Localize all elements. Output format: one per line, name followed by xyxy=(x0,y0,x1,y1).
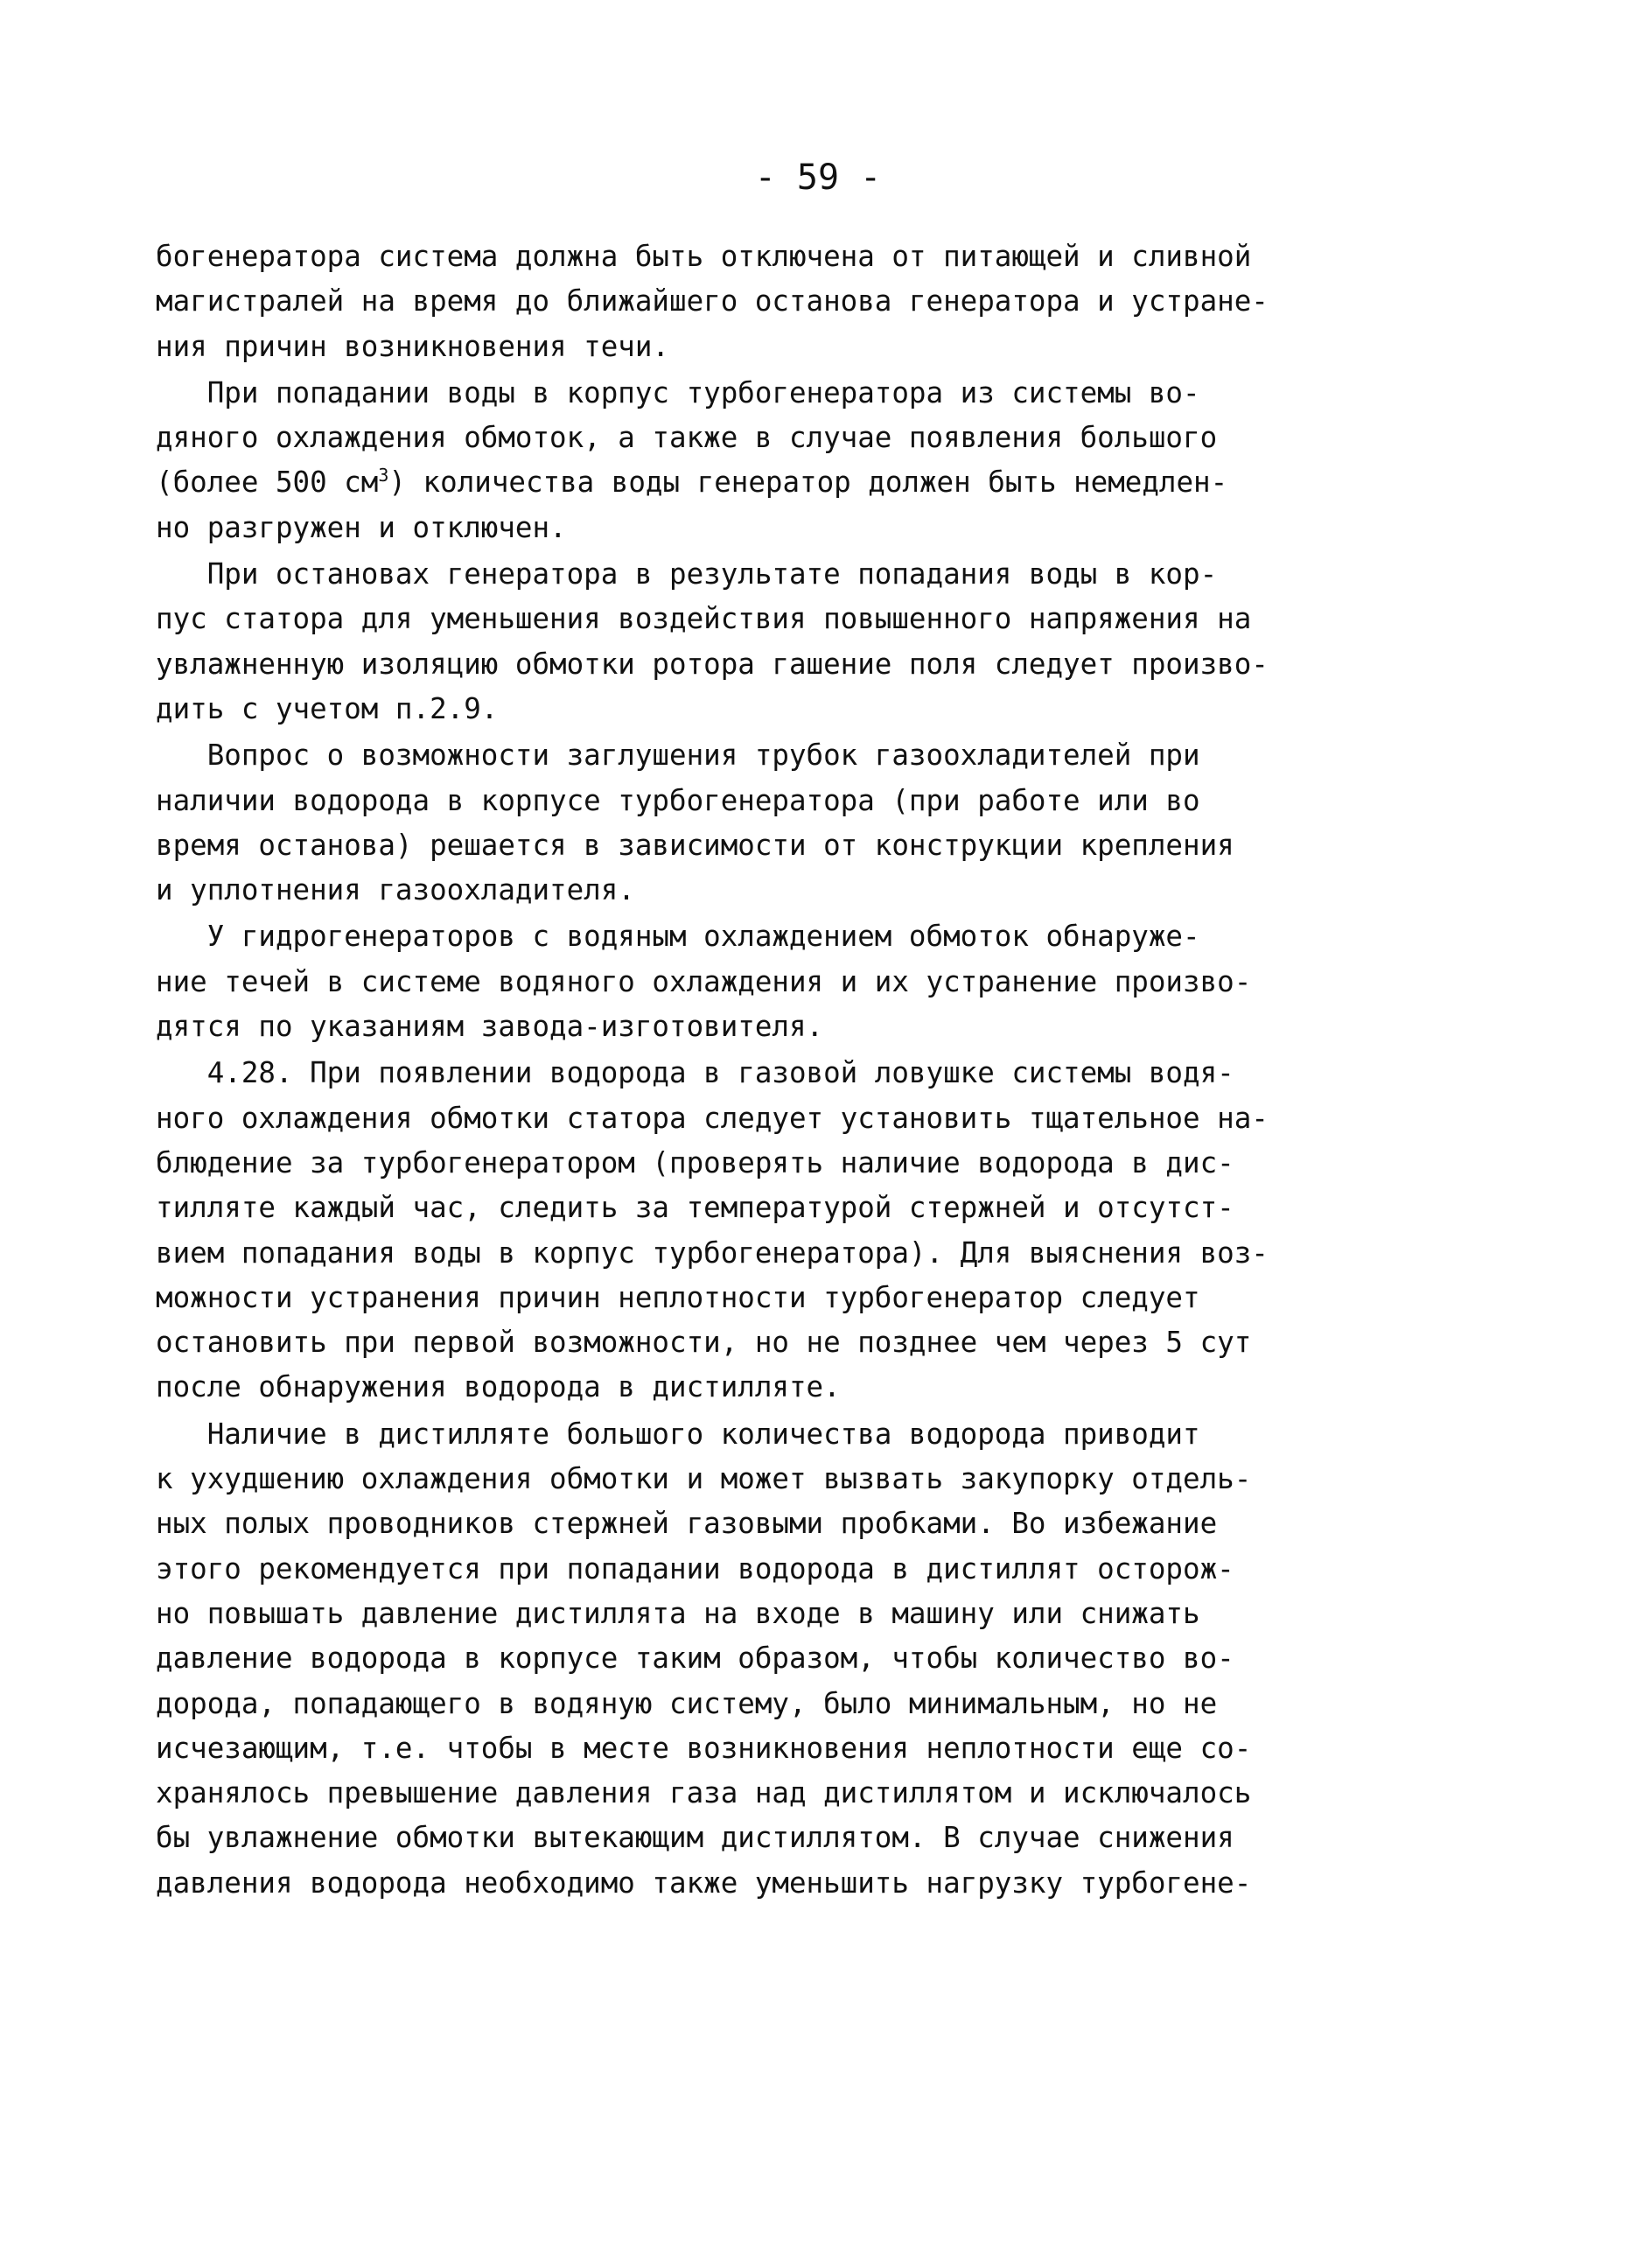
text-line: остановить при первой возможности, но не позднее чем через 5 сут xyxy=(156,1326,1252,1360)
paragraph-rotor-field xyxy=(156,552,1363,732)
text-line: давление водорода в корпусе таким образом, чтобы количество во- xyxy=(156,1642,1234,1676)
text-segment: ) количества воды генератор должен быть немедлен- xyxy=(388,466,1228,500)
text-line: При остановах генератора в результате попадания воды в кор- xyxy=(156,557,1218,592)
text-line: пус статора для уменьшения воздействия повышенного напряжения на xyxy=(156,602,1252,636)
text-line: хранялось превышение давления газа над дистиллятом и исключалось xyxy=(156,1776,1252,1810)
text-segment: (более 500 см xyxy=(156,466,379,500)
text-line: но разгружен и отключен. xyxy=(156,510,567,544)
text-line: после обнаружения водорода в дистилляте. xyxy=(156,1370,841,1404)
document-body xyxy=(156,234,1363,1906)
text-line: При попадании воды в корпус турбогенератора из системы во- xyxy=(156,375,1200,410)
text-line: тилляте каждый час, следить за температурой стержней и отсутст- xyxy=(156,1191,1234,1225)
text-line: дорода, попадающего в водяную систему, было минимальным, но не xyxy=(156,1686,1218,1720)
text-line: ние течей в системе водяного охлаждения и их устранение произво- xyxy=(156,964,1252,998)
paragraph-gas-coolers xyxy=(156,733,1363,913)
text-line: и уплотнения газоохладителя. xyxy=(156,873,635,907)
text-line: но повышать давление дистиллята на входе в машину или снижать xyxy=(156,1596,1200,1630)
text-line: этого рекомендуется при попадании водорода в дистиллят осторож- xyxy=(156,1551,1234,1586)
text-line: ного охлаждения обмотки статора следует установить тщательное на- xyxy=(156,1101,1269,1135)
text-line: магистралей на время до ближайшего останова генератора и устране- xyxy=(156,284,1269,318)
text-line: дяного охлаждения обмоток, а также в случае появления большого xyxy=(156,421,1218,455)
text-line: исчезающим, т.е. чтобы в месте возникновения неплотности еще со- xyxy=(156,1731,1252,1765)
text-line: давления водорода необходимо также уменьшить нагрузку турбогене- xyxy=(156,1866,1252,1900)
text-line: можности устранения причин неплотности турбогенератор следует xyxy=(156,1280,1200,1314)
text-line: ных полых проводников стержней газовыми пробками. Во избежание xyxy=(156,1507,1218,1541)
text-line: дить с учетом п.2.9. xyxy=(156,691,499,725)
text-line: время останова) решается в зависимости от конструкции крепления xyxy=(156,828,1234,862)
superscript: 3 xyxy=(378,465,389,486)
paragraph-hydrogenerators xyxy=(156,914,1363,1049)
text-line: Наличие в дистилляте большого количества водорода приводит xyxy=(156,1417,1200,1451)
paragraph-water-ingress xyxy=(156,371,1363,550)
page-number: - 59 - xyxy=(754,158,882,198)
text-line: Вопрос о возможности заглушения трубок газоохладителей при xyxy=(156,738,1200,773)
text-line: увлажненную изоляцию обмотки ротора гашение поля следует произво- xyxy=(156,647,1269,681)
text-line: ния причин возникновения течи. xyxy=(156,329,669,363)
text-line: наличии водорода в корпусе турбогенератора (при работе или во xyxy=(156,783,1200,817)
paragraph-hydrogen-distillate xyxy=(156,1412,1363,1906)
paragraph-continuation xyxy=(156,234,1363,369)
text-line: блюдение за турбогенератором (проверять наличие водорода в дис- xyxy=(156,1145,1234,1180)
text-line: бы увлажнение обмотки вытекающим дистиллятом. В случае снижения xyxy=(156,1821,1234,1855)
text-line: вием попадания воды в корпус турбогенератора). Для выяснения воз- xyxy=(156,1236,1269,1270)
text-line: богенератора система должна быть отключена от питающей и сливной xyxy=(156,240,1252,273)
text-line: У гидрогенераторов с водяным охлаждением обмоток обнаруже- xyxy=(156,920,1200,954)
text-line: дятся по указаниям завода-изготовителя. xyxy=(156,1010,824,1044)
text-line xyxy=(156,460,1363,505)
text-line: к ухудшению охлаждения обмотки и может вызвать закупорку отдель- xyxy=(156,1462,1252,1496)
paragraph-section-4-28 xyxy=(156,1051,1363,1410)
text-line: 4.28. При появлении водорода в газовой ловушке системы водя- xyxy=(156,1056,1234,1090)
